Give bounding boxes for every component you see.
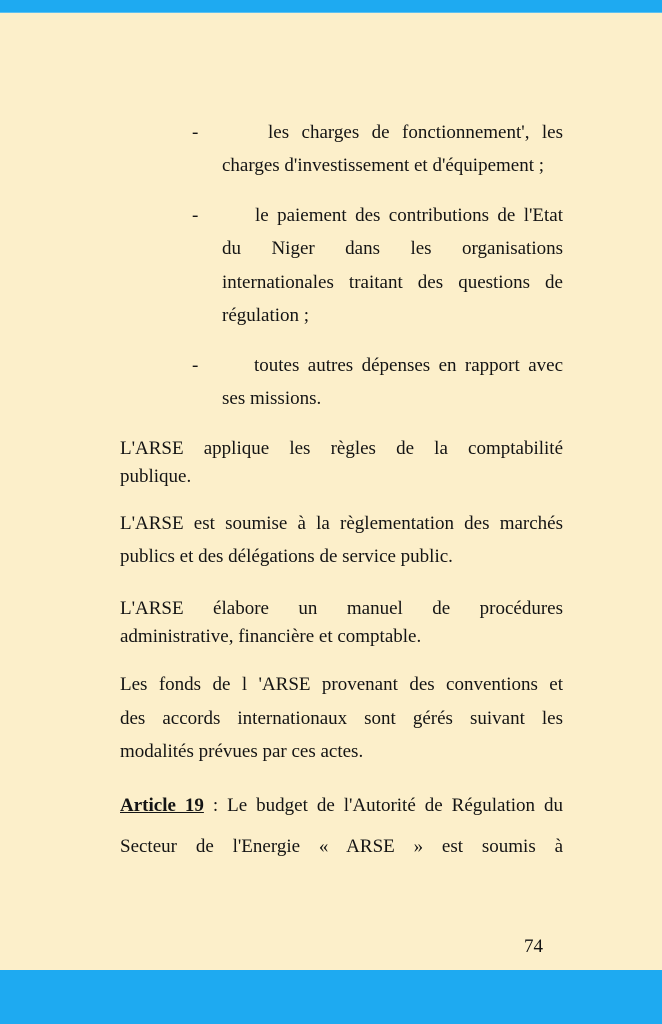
text-line: toutes autres dépenses en rapport avec (254, 355, 563, 376)
text-line: Secteur de l'Energie « ARSE » est soumis à (120, 836, 563, 857)
text-line: les charges de fonctionnement', les (268, 122, 563, 143)
article-title: Article 19 (120, 795, 204, 816)
top-bar (0, 0, 662, 13)
text-line: Les fonds de l 'ARSE provenant des conventions et (120, 674, 563, 695)
text-line: le paiement des contributions de l'Etat (255, 205, 563, 226)
text-line: publics et des délégations de service public. (120, 546, 453, 567)
text-line: des accords internationaux sont gérés suivant les (120, 708, 563, 729)
bullet-dash: - (192, 355, 199, 376)
text-line: L'ARSE applique les règles de la comptabilité (120, 438, 563, 459)
text-line: internationales traitant des questions de (222, 272, 563, 293)
bullet-dash: - (192, 205, 199, 226)
bottom-bar (0, 970, 662, 1024)
text-line: charges d'investissement et d'équipement ; (222, 155, 545, 176)
bullet-dash: - (192, 122, 199, 143)
text-line: régulation ; (222, 305, 310, 326)
text-line: L'ARSE élabore un manuel de procédures (120, 598, 563, 619)
text-line: publique. (120, 466, 192, 487)
text-line: administrative, financière et comptable. (120, 626, 422, 647)
text-line: du Niger dans les organisations (222, 238, 563, 259)
text-line (120, 795, 563, 817)
page-number: 74 (524, 936, 543, 957)
text-line: ses missions. (222, 388, 322, 409)
text-line: L'ARSE est soumise à la règlementation des marchés (120, 513, 563, 534)
text-line: modalités prévues par ces actes. (120, 741, 364, 762)
article-text: : Le budget de l'Autorité de Régulation du (203, 795, 564, 816)
